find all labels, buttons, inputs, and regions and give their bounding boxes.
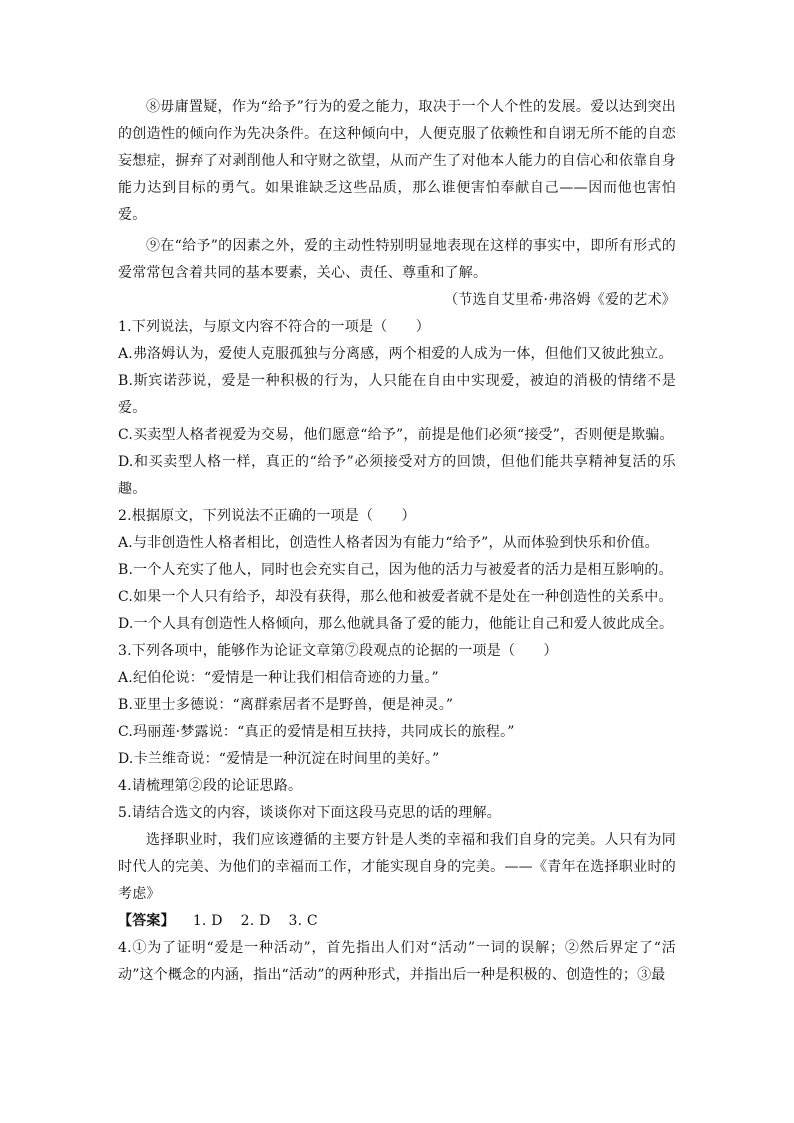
question-option: C.玛丽莲·梦露说：“真正的爱情是相互扶持，共同成长的旅程。” <box>118 724 515 740</box>
passage-source: （节选自艾里希·弗洛姆《爱的艺术》 <box>444 292 676 308</box>
question-option: B.斯宾诺莎说，爱是一种积极的行为，人只能在自由中实现爱，被迫的消极的情绪不是爱。 <box>118 373 676 416</box>
question-3 <box>118 638 676 773</box>
question-option: A.弗洛姆认为，爱使人克服孤独与分离感，两个相爱的人成为一体，但他们又彼此独立。 <box>118 346 673 362</box>
question-stem: 3.下列各项中，能够作为论证文章第⑦段观点的论据的一项是（ ） <box>118 643 558 659</box>
answer-q4: 4.①为了证明“爱是一种活动”，首先指出人们对“活动”一词的误解；②然后界定了“活动”这个概念的内涵，指出“活动”的两种形式，并指出后一种是积极的、创造性的；③最 <box>118 940 676 983</box>
question-5-stem: 5.请结合选文的内容，谈谈你对下面这段马克思的话的理解。 <box>118 805 501 821</box>
question-1 <box>118 314 676 503</box>
passage-paragraph-8: ⑧毋庸置疑，作为“给予”行为的爱之能力，取决于一个人个性的发展。爱以达到突出的创造性的倾向作为先决条件。在这种倾向中，人便克服了依赖性和自诩无所不能的自恋妄想症，摒弃了对剥削他人和守财之欲望，从而产生了对他本人能力的自信心和依靠自身能力达到目标的勇气。如果谁缺乏这些品质，那么谁便害怕奉献自己——因而他也害怕爱。 <box>118 99 676 223</box>
document-page <box>118 94 676 989</box>
question-option: D.一个人具有创造性人格倾向，那么他就具备了爱的能力，他能让自己和爱人彼此成全。 <box>118 616 674 632</box>
answer-item: 3. C <box>288 913 318 929</box>
question-option: B.一个人充实了他人，同时也会充实自己，因为他的活力与被爱者的活力是相互影响的。 <box>118 562 673 578</box>
answer-item: 2. D <box>240 913 271 929</box>
question-option: A.与非创造性人格者相比，创造性人格者因为有能力“给予”，从而体验到快乐和价值。 <box>118 535 659 551</box>
question-2 <box>118 503 676 638</box>
answer-item: 1. D <box>192 913 223 929</box>
question-4-stem: 4.请梳理第②段的论证思路。 <box>118 778 303 794</box>
question-stem: 2.根据原文，下列说法不正确的一项是（ ） <box>118 508 416 524</box>
question-option: C.如果一个人只有给予，却没有获得，那么他和被爱者就不是处在一种创造性的关系中。 <box>118 589 673 605</box>
question-option: C.买卖型人格者视爱为交易，他们愿意“给予”，前提是他们必须“接受”，否则便是欺骗。 <box>118 427 674 443</box>
answer-line <box>118 908 676 935</box>
question-option: D.和买卖型人格一样，真正的“给予”必须接受对方的回馈，但他们能共享精神复活的乐趣。 <box>118 454 676 497</box>
passage-paragraph-9: ⑨在“给予”的因素之外，爱的主动性特别明显地表现在这样的事实中，即所有形式的爱常常包含着共同的基本要素，关心、责任、尊重和了解。 <box>118 238 676 281</box>
answer-tag: 【答案】 <box>118 913 175 929</box>
question-option: A.纪伯伦说：“爱情是一种让我们相信奇迹的力量。” <box>118 670 439 686</box>
question-stem: 1.下列说法，与原文内容不符合的一项是（ ） <box>118 319 430 335</box>
question-option: B.亚里士多德说：“离群索居者不是野兽，便是神灵。” <box>118 697 454 713</box>
marx-quote: 选择职业时，我们应该遵循的主要方针是人类的幸福和我们自身的完美。人只有为同时代人的完美、为他们的幸福而工作，才能实现自身的完美。——《青年在选择职业时的考虑》 <box>118 832 676 902</box>
question-option: D.卡兰维奇说：“爱情是一种沉淀在时间里的美好。” <box>118 751 440 767</box>
